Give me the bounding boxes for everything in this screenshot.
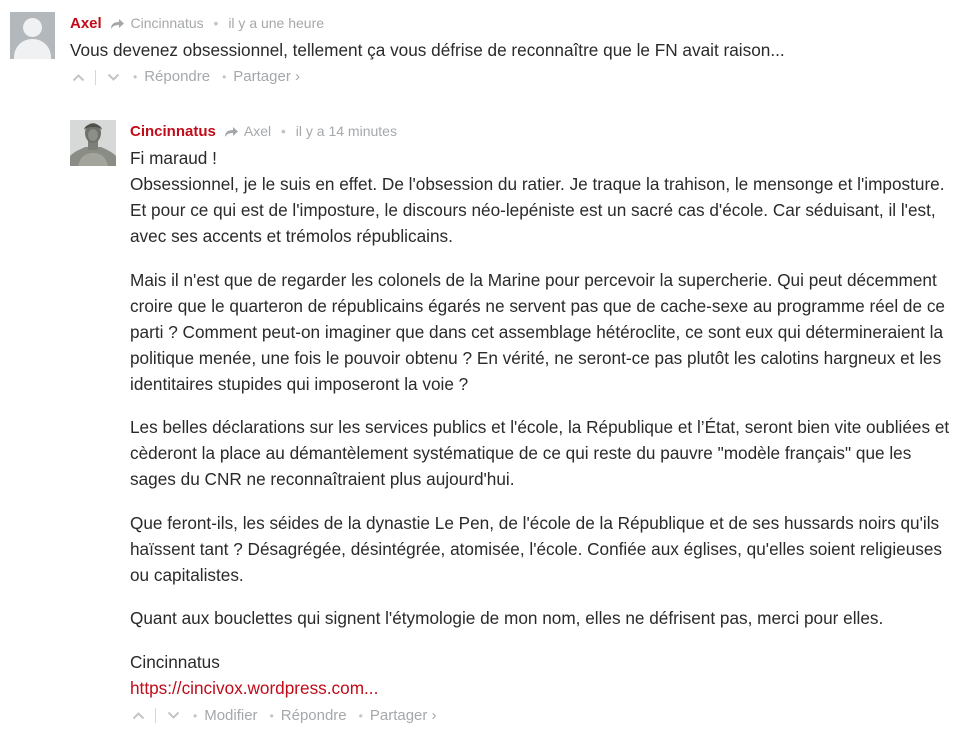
reply-button[interactable]: Répondre	[280, 706, 347, 724]
comment-paragraph: Que feront-ils, les séides de la dynastie Le Pen, de l'école de la République et de ses hussards noirs qu'ils haïssent tant ? Désagrégée, désintégrée, atomisée, l'école. Confiée aux églises, qu'elles soient religieuses ou capitalistes.	[130, 512, 943, 585]
comment-paragraph: Vous devenez obsessionnel, tellement ça vous défrise de reconnaître que le FN avait raison...	[70, 40, 785, 60]
comment-paragraph: Mais il n'est que de regarder les colonels de la Marine pour percevoir la supercherie. Qui peut décemment croire que le quarteron de républicains égarés ne servent pas que de cache-sexe au programme réel de ce parti ? Comment peut-on imaginer que dans cet assemblage hétéroclite, ce sont eux qui détermineraient la politique menée, une fois le pouvoir obtenu ? En vérité, ne seront-ce pas plutôt les calotins hargneux et les identitaires stupides qui imposeront la voie ?	[130, 269, 945, 394]
avatar-head	[23, 18, 42, 37]
signature-link[interactable]: https://cincivox.wordpress.com...	[130, 677, 379, 698]
comment-meta	[70, 12, 960, 36]
vote-divider	[95, 70, 96, 85]
vote-divider	[155, 708, 156, 723]
reply-to-name[interactable]: Axel	[243, 123, 272, 139]
upvote-icon[interactable]	[130, 711, 146, 720]
reply-arrow-icon	[110, 14, 125, 36]
downvote-icon[interactable]	[105, 73, 121, 82]
avatar-body	[14, 39, 51, 59]
author-name[interactable]: Axel	[70, 15, 102, 32]
share-button[interactable]: Partager ›	[233, 68, 300, 85]
action-separator: •	[222, 70, 227, 84]
comment-paragraph: Quant aux bouclettes qui signent l'étymologie de mon nom, elles ne défrisent pas, merci pour elles.	[130, 608, 884, 628]
comment-paragraph: Obsessionnel, je le suis en effet. De l'obsession du ratier. Je traque la trahison, le mensonge et l'imposture. Et pour ce qui est de l'imposture, le discours néo-lepéniste est un sacré cas d'école. Car séduisant, il l'est, avec ses accents et trémolos républicains.	[130, 174, 945, 246]
meta-separator: •	[280, 123, 286, 139]
share-button[interactable]: Partager ›	[369, 706, 437, 724]
avatar[interactable]	[10, 12, 55, 59]
comment-meta	[130, 120, 960, 144]
edit-button[interactable]: Modifier	[204, 706, 258, 724]
comment-signature: Cincinnatus	[130, 651, 220, 672]
comment-content	[70, 12, 960, 88]
comment-text	[70, 37, 960, 63]
comment-time[interactable]: il y a une heure	[228, 15, 325, 31]
comment-actions	[130, 705, 960, 727]
avatar[interactable]	[70, 120, 116, 166]
action-separator: •	[193, 708, 198, 723]
comment-actions	[70, 66, 960, 88]
statue-avatar-image	[70, 120, 116, 166]
action-separator: •	[358, 708, 363, 723]
comment-content	[130, 120, 960, 727]
reply-arrow-icon	[224, 122, 239, 144]
comment-text	[130, 145, 960, 701]
author-name[interactable]: Cincinnatus	[130, 123, 216, 140]
comment-paragraph: Les belles déclarations sur les services publics et l'école, la République et l’État, seront bien vite oubliées et cèderont la place au démantèlement systématique de ce qui reste du pauvre "modèle français" que les sages du CNR ne reconnaîtraient plus aujourd'hui.	[130, 417, 950, 489]
reply-to-name[interactable]: Cincinnatus	[130, 15, 204, 31]
comment-paragraph-greeting: Fi maraud !	[130, 148, 217, 168]
reply-button[interactable]: Répondre	[144, 68, 211, 85]
upvote-icon[interactable]	[70, 73, 86, 82]
comment-time[interactable]: il y a 14 minutes	[295, 123, 397, 139]
downvote-icon[interactable]	[165, 711, 181, 720]
action-separator: •	[133, 70, 138, 84]
meta-separator: •	[213, 15, 219, 31]
action-separator: •	[269, 708, 274, 723]
